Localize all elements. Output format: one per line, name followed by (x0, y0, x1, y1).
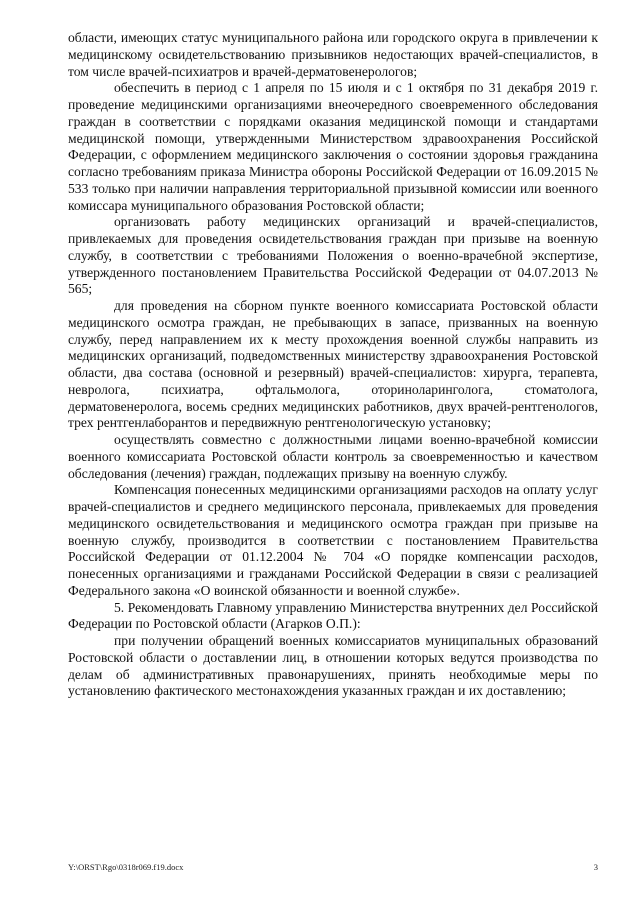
paragraph-police-requests: при получении обращений военных комиссариатов муниципальных образований Ростовской области о доставлении лиц, в отношении которых ведутся производства по делам об административных правонарушениях, принять необходимые меры по установлению фактического местонахождения указанных граждан и их доставлению; (68, 633, 598, 699)
paragraph-continuation: области, имеющих статус муниципального района или городского округа в привлечении к медицинскому освидетельствованию призывников недостающих врачей-специалистов, в том числе врачей-психиатров и врачей-дерматовенерологов; (68, 30, 598, 79)
page-number: 3 (593, 862, 598, 872)
paragraph-joint-control: осуществлять совместно с должностными лицами военно-врачебной комиссии военного комиссариата Ростовской области контроль за своевременностью и качеством обследования (лечения) граждан, подлежащих призыву на военную службу. (68, 432, 598, 481)
paragraph-examination-period: обеспечить в период с 1 апреля по 15 июля и с 1 октября по 31 декабря 2019 г. проведение медицинскими организациями внеочередного своевременного обследования граждан в соответствии с порядками оказания медицинской помощи и стандартами медицинской помощи, утвержденными Министерством здравоохранения Российской Федерации, с оформлением медицинского заключения о состоянии здоровья гражданина согласно требованиям приказа Министра обороны Российской Федерации от 16.09.2015 № 533 только при наличии направления территориальной призывной комиссии или военного комиссара муниципального образования Ростовской области; (68, 80, 598, 213)
paragraph-organize-work: организовать работу медицинских организаций и врачей-специалистов, привлекаемых для проведения освидетельствования граждан при призыве на военную службу, в соответствии с требованиями Положения о военно-врачебной экспертизе, утвержденного постановлением Правительства Российской Федерации от 04.07.2013 № 565; (68, 214, 598, 297)
document-page (68, 30, 598, 700)
paragraph-compensation: Компенсация понесенных медицинскими организациями расходов на оплату услуг врачей-специалистов и среднего медицинского персонала, привлекаемых для проведения медицинского освидетельствования и медицинского осмотра граждан при призыве на военную службу, производится в соответствии с постановлением Правительства Российской Федерации от 01.12.2004 № 704 «О порядке компенсации расходов, понесенных организациями и гражданами Российской Федерации в связи с реализацией Федерального закона «О воинской обязанности и военной службе». (68, 482, 598, 598)
footer-file-path: Y:\ORST\Rgo\0318r069.f19.docx (68, 862, 184, 872)
paragraph-item-5: 5. Рекомендовать Главному управлению Министерства внутренних дел Российской Федерации по Ростовской области (Агарков О.П.): (68, 599, 598, 632)
page-footer (68, 862, 598, 872)
paragraph-assembly-point: для проведения на сборном пункте военного комиссариата Ростовской области медицинского осмотра граждан, не пребывающих в запасе, призванных на военную службу, перед направлением их к месту прохождения военной службы направить из медицинских организаций, подведомственных министерству здравоохранения Ростовской области, два состава (основной и резервный) врачей-специалистов: хирурга, терапевта, невролога, психиатра, офтальмолога, оториноларинголога, стоматолога, дерматовенеролога, восемь средних медицинских работников, двух врачей-рентгенологов, трех рентгенлаборантов и передвижную рентгенологическую установку; (68, 298, 598, 431)
